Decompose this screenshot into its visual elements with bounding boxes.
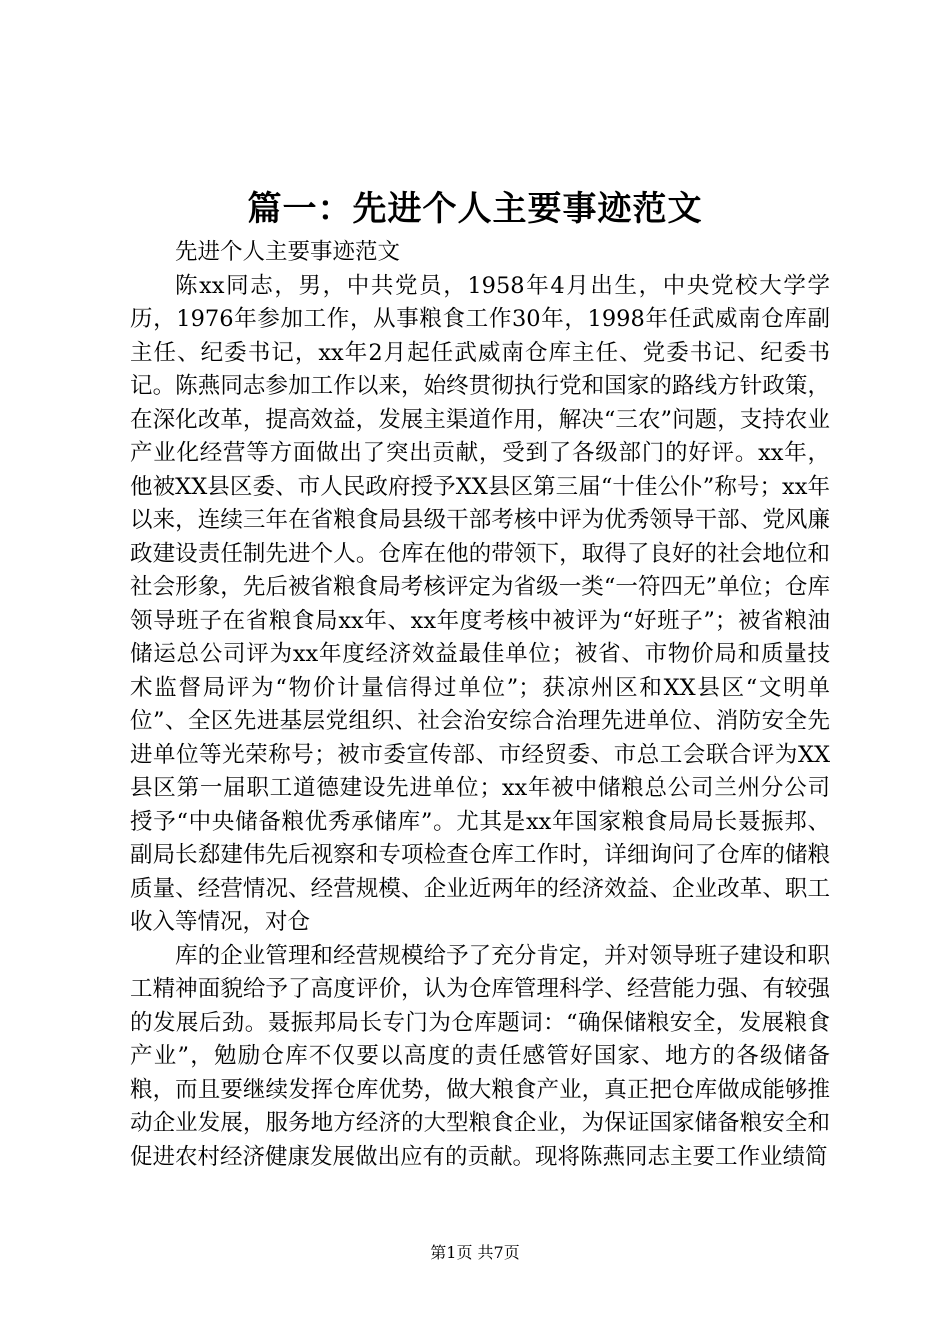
- paragraph-main: 陈xx同志，男，中共党员，1958年4月出生，中央党校大学学历，1976年参加工作，从事粮食工作30年，1998年任武威南仓库副主任、纪委书记，xx年2月起任武威南仓库主任、党委书记、纪委书记。陈燕同志参加工作以来，始终贯彻执行党和国家的路线方针政策，在深化改革，提高效益，发展主渠道作用，解决“三农”问题，支持农业产业化经营等方面做出了突出贡献，受到了各级部门的好评。xx年，他被XX县区委、市人民政府授予XX县区第三届“十佳公仆”称号；xx年以来，连续三年在省粮食局县级干部考核中评为优秀领导干部、党风廉政建设责任制先进个人。仓库在他的带领下，取得了良好的社会地位和社会形象，先后被省粮食局考核评定为省级一类“一符四无”单位；仓库领导班子在省粮食局xx年、xx年度考核中被评为“好班子”；被省粮油储运总公司评为xx年度经济效益最佳单位；被省、市物价局和质量技术监督局评为“物价计量信得过单位”；获凉州区和XX县区“文明单位”、全区先进基层党组织、社会治安综合治理先进单位、消防安全先进单位等光荣称号；被市委宣传部、市经贸委、市总工会联合评为XX县区第一届职工道德建设先进单位；xx年被中储粮总公司兰州分公司授予“中央储备粮优秀承储库”。尤其是xx年国家粮食局局长聂振邦、副局长郄建伟先后视察和专项检查仓库工作时，详细询问了仓库的储粮质量、经营情况、经营规模、企业近两年的经济效益、企业改革、职工收入等情况，对仓: [130, 272, 830, 935]
- document-body: [130, 236, 830, 1174]
- document-title: 篇一：先进个人主要事迹范文: [247, 189, 703, 229]
- paragraph-continued: 库的企业管理和经营规模给予了充分肯定，并对领导班子建设和职工精神面貌给予了高度评价，认为仓库管理科学、经营能力强、有较强的发展后劲。聂振邦局长专门为仓库题词：“确保储粮安全，发展粮食产业”，勉励仓库不仅要以高度的责任感管好国家、地方的各级储备粮，而且要继续发挥仓库优势，做大粮食产业，真正把仓库做成能够推动企业发展，服务地方经济的大型粮食企业，为保证国家储备粮安全和促进农村经济健康发展做出应有的贡献。现将陈燕同志主要工作业绩简: [130, 942, 830, 1170]
- page-number-footer: 第1页 共7页: [430, 1243, 520, 1262]
- paragraph-heading: 先进个人主要事迹范文: [175, 239, 401, 265]
